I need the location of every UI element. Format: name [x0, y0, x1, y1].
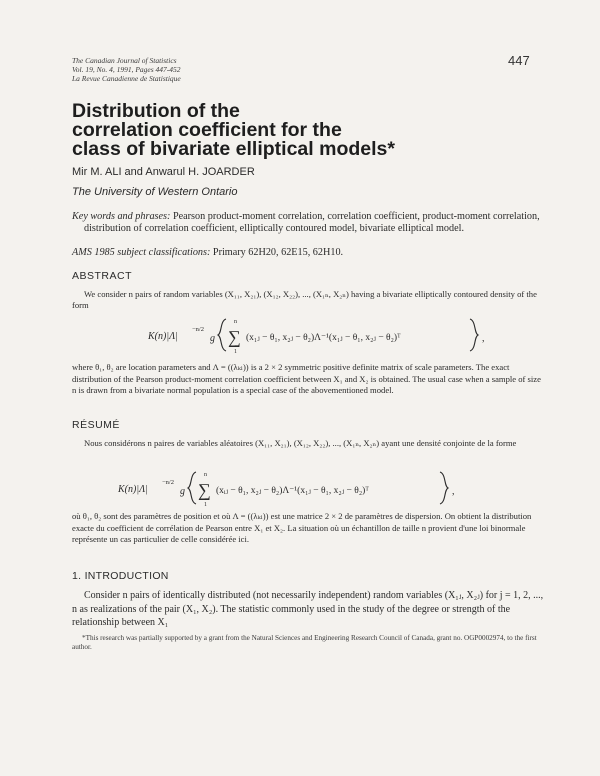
right-brace	[470, 319, 478, 351]
resume-paragraph-2: où θ₁, θ₂ sont des paramètres de position et où Λ = ((λₖₗ)) est une matrice 2 × 2 de paramètres de dispersion. On obtient la distribution exacte du coefficient de corrélation de Pearson entre X₁ et X₂. La situation où un échantillon de taille n provient d'une loi binormale représente un cas particulier de celle considérée ici.	[72, 511, 532, 544]
abstract-paragraph-1: We consider n pairs of random variables (X₁₁, X₂₁), (X₁₂, X₂₂), ..., (X₁ₙ, X₂ₙ) having a bivariate elliptically contoured density of the form	[72, 289, 537, 310]
resume-heading: RÉSUMÉ	[72, 419, 120, 431]
authors: Mir M. ALI and Anwarul H. JOARDER	[72, 166, 255, 178]
eq-g: g	[210, 333, 215, 344]
left-brace	[218, 319, 226, 351]
eq-lhs: K(n)|Λ|	[148, 331, 178, 342]
keywords	[72, 211, 554, 235]
right-brace	[440, 472, 448, 504]
title-line-1: Distribution of the	[72, 100, 240, 122]
title-line-2: correlation coefficient for the	[72, 119, 342, 141]
journal-name-french: La Revue Canadienne de Statistique	[72, 74, 181, 83]
abstract-heading: ABSTRACT	[72, 270, 133, 282]
sum-bottom: 1	[234, 349, 237, 355]
eq-body: (xᵢⱼ − θ₁, x₂ⱼ − θ₂)Λ⁻¹(x₁ⱼ − θ₁, x₂ⱼ − θ₂)ᵀ	[216, 486, 369, 496]
footnote: *This research was partially supported by a grant from the Natural Sciences and Engineering Research Council of Canada, grant no. OGP0002974, to the first author.	[72, 634, 537, 651]
left-brace	[188, 472, 196, 504]
eq-comma: ,	[482, 333, 485, 344]
sum-sign: ∑	[228, 327, 241, 347]
keywords-label: Key words and phrases:	[72, 211, 171, 222]
ams-label: AMS 1985 subject classifications:	[72, 247, 211, 258]
affiliation: The University of Western Ontario	[72, 186, 238, 198]
resume-equation	[118, 468, 538, 508]
abstract-paragraph-2: where θ₁, θ₂ are location parameters and Λ = ((λₖₗ)) is a 2 × 2 symmetric positive definite matrix of scale parameters. The exact distribution of the Pearson product-moment correlation coefficient between X₁ and X₂ is obtained. The usual case when a sample of size n is drawn from a bivariate normal population is a special case of the abovementioned model.	[72, 362, 541, 395]
eq-comma: ,	[452, 486, 455, 497]
journal-header	[72, 56, 181, 83]
paper-title	[72, 102, 492, 159]
eq-body: (x₁ⱼ − θ₁, x₂ⱼ − θ₂)Λ⁻¹(x₁ⱼ − θ₁, x₂ⱼ − θ₂)ᵀ	[246, 333, 401, 343]
journal-volume: Vol. 19, No. 4, 1991, Pages 447-452	[72, 65, 181, 74]
ams-classification	[72, 247, 343, 258]
title-line-3: class of bivariate elliptical models*	[72, 138, 395, 160]
abstract-equation	[148, 315, 548, 355]
ams-text: Primary 62H20, 62E15, 62H10.	[210, 247, 344, 258]
sum-sign: ∑	[198, 480, 211, 500]
sum-bottom: 1	[204, 502, 207, 508]
keywords-text: Pearson product-moment correlation, correlation coefficient, product-moment correlation, distribution of correlation coefficient, elliptically contoured model, bivariate elliptical model.	[84, 211, 540, 234]
sum-top: n	[234, 319, 237, 325]
eq-exponent: −n/2	[162, 479, 174, 486]
journal-name: The Canadian Journal of Statistics	[72, 56, 177, 65]
introduction-heading: 1. INTRODUCTION	[72, 570, 169, 582]
introduction-paragraph: Consider n pairs of identically distributed (not necessarily independent) random variables (X₁ⱼ, X₂ⱼ) for j = 1, 2, ..., n as realizations of the pair (X₁, X₂). The statistic commonly used in the study of the degree or strength of the relationship between X₁	[72, 590, 544, 628]
page-number: 447	[508, 53, 530, 68]
resume-paragraph-1: Nous considérons n paires de variables aléatoires (X₁₁, X₂₁), (X₁₂, X₂₂), ..., (X₁ₙ, X₂ₙ) ayant une densité conjointe de la forme	[84, 438, 517, 448]
eq-g: g	[180, 486, 185, 497]
eq-lhs: K(n)|Λ|	[118, 484, 148, 495]
sum-top: n	[204, 472, 207, 478]
eq-exponent: −n/2	[192, 326, 204, 333]
